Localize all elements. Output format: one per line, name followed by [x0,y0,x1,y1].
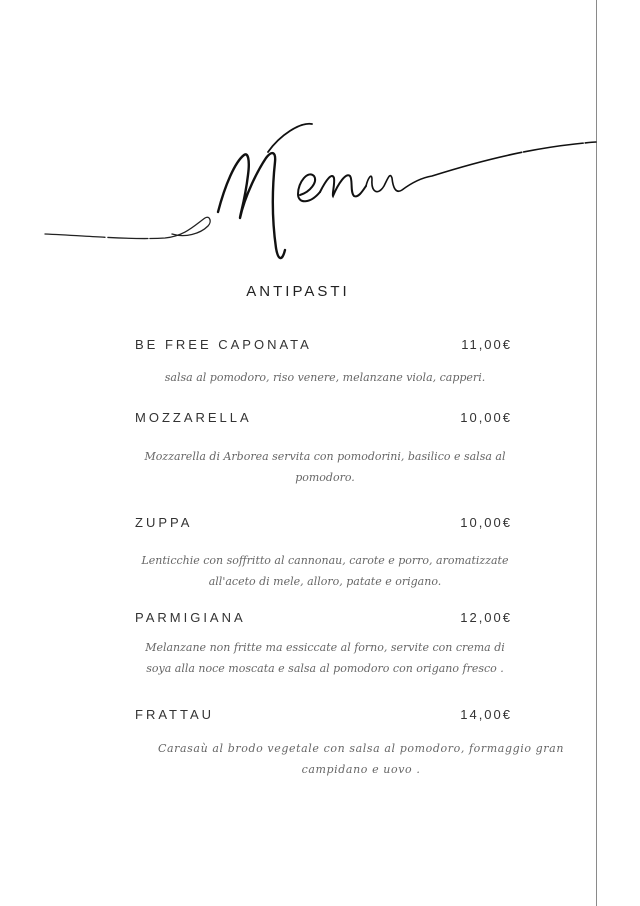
item-description [125,637,525,679]
menu-script-logo [0,100,640,280]
item-description-line: salsa al pomodoro, riso venere, melanzane viola, capperi. [164,371,486,384]
item-description-line: Melanzane non fritte ma essiccate al forno, servite con crema di [145,641,505,654]
item-name: MOZZARELLA [135,410,252,425]
item-description [136,738,586,780]
item-name: PARMIGIANA [135,610,246,625]
item-description [125,550,525,592]
item-description [125,446,525,488]
item-description-line: Lenticchie con soffritto al cannonau, carote e porro, aromatizzate [141,554,509,567]
section-title-antipasti: ANTIPASTI [246,283,350,300]
item-price: 14,00€ [460,707,512,722]
item-price: 10,00€ [460,410,512,425]
item-name: ZUPPA [135,515,193,530]
item-description-line: soya alla noce moscata e salsa al pomodoro con origano fresco . [146,662,504,675]
item-price: 10,00€ [460,515,512,530]
item-description-line: all'aceto di mele, alloro, patate e origano. [208,575,442,588]
item-name: BE FREE CAPONATA [135,337,312,352]
item-description-line: pomodoro. [295,471,355,484]
item-price: 11,00€ [461,337,512,352]
item-description-line: campidano e uovo . [301,763,421,776]
item-name: FRATTAU [135,707,215,722]
item-description [125,367,525,388]
item-description-line: Mozzarella di Arborea servita con pomodorini, basilico e salsa al [144,450,506,463]
item-description-line: Carasaù al brodo vegetale con salsa al pomodoro, formaggio gran [157,742,565,755]
item-price: 12,00€ [460,610,512,625]
